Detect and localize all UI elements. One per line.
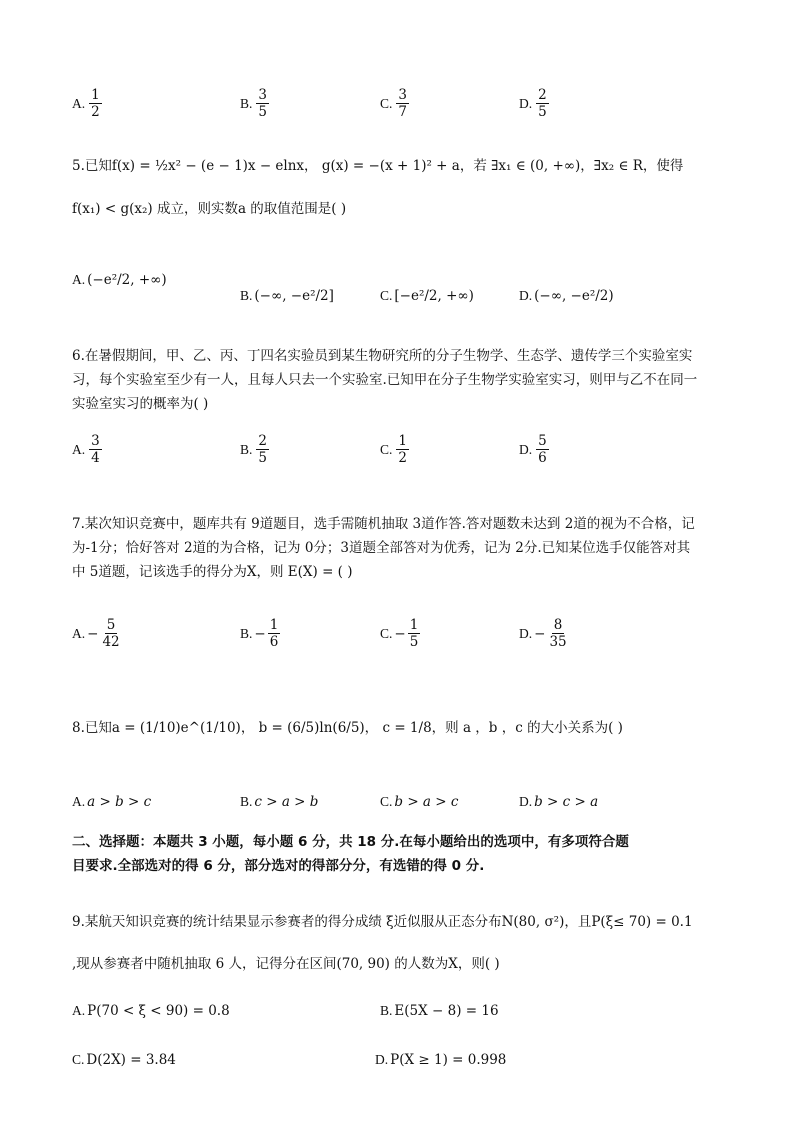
q6-option-a[interactable] xyxy=(72,434,104,465)
option-label: A. xyxy=(72,95,86,111)
minus-sign: − xyxy=(87,625,99,642)
fraction xyxy=(256,434,269,465)
denominator: 4 xyxy=(91,450,100,467)
numerator: 8 xyxy=(553,617,563,633)
option-label: A. xyxy=(72,794,86,809)
q9-option-a[interactable] xyxy=(72,1003,230,1019)
denominator: 5 xyxy=(538,104,547,121)
option-label: A. xyxy=(72,272,86,287)
minus-sign: − xyxy=(534,625,546,642)
fraction xyxy=(536,88,549,119)
numerator: 5 xyxy=(106,617,116,633)
q9-option-b[interactable] xyxy=(380,1003,499,1019)
option-text: P(X ≥ 1) = 0.998 xyxy=(390,1052,507,1068)
q8-option-c[interactable] xyxy=(380,794,458,810)
section-heading-line: 目要求.全部选对的得 6 分，部分选对的得部分分，有选错的得 0 分. xyxy=(72,858,485,874)
numerator: 1 xyxy=(91,87,100,103)
option-text: b > a > c xyxy=(394,794,459,810)
numerator: 1 xyxy=(398,433,407,449)
numerator: 3 xyxy=(91,433,100,449)
option-label: D. xyxy=(375,1052,389,1067)
denominator: 7 xyxy=(398,104,407,121)
option-label: C. xyxy=(380,441,393,457)
q6-option-c[interactable] xyxy=(380,434,411,465)
option-label: B. xyxy=(240,288,253,303)
q6-stem-line: 6.在暑假期间，甲、乙、丙、丁四名实验员到某生物研究所的分子生物学、生态学、遗传学三个实验室实 xyxy=(72,348,693,364)
option-label: C. xyxy=(72,1052,85,1067)
numerator: 1 xyxy=(269,617,279,633)
numerator: 2 xyxy=(258,433,267,449)
q7-option-c[interactable] xyxy=(380,618,422,649)
option-label: B. xyxy=(240,625,253,641)
denominator: 6 xyxy=(538,450,547,467)
numerator: 5 xyxy=(538,433,547,449)
section-heading-line: 二、选择题：本题共 3 小题，每小题 6 分，共 18 分.在每小题给出的选项中，有多项符合题 xyxy=(72,834,629,850)
q9-stem-line-2: ,现从参赛者中随机抽取 6 人，记得分在区间(70, 90) 的人数为X，则( ) xyxy=(72,956,500,972)
option-text: c > a > b xyxy=(254,794,319,810)
q4-option-b[interactable] xyxy=(240,88,271,119)
q7-stem xyxy=(72,512,732,584)
q6-stem xyxy=(72,344,732,416)
option-label: C. xyxy=(380,794,393,809)
q7-option-a[interactable] xyxy=(72,618,124,649)
numerator: 2 xyxy=(538,87,547,103)
fraction xyxy=(100,618,121,649)
denominator: 2 xyxy=(398,450,407,467)
fraction xyxy=(396,88,409,119)
option-text: P(70 < ξ < 90) = 0.8 xyxy=(87,1003,230,1019)
option-label: B. xyxy=(380,1003,393,1018)
option-text: E(5X − 8) = 16 xyxy=(394,1003,499,1019)
fraction xyxy=(89,88,102,119)
q6-option-d[interactable] xyxy=(519,434,551,465)
q7-stem-line: 中 5道题，记该选手的得分为X，则 E(X) = ( ) xyxy=(72,564,353,580)
q5-stem-line-1: 5.已知f(x) = ½x² − (e − 1)x − elnx， g(x) = −(x + 1)² + a，若 ∃x₁ ∈ (0, +∞)，∃x₂ ∈ R，使得 xyxy=(72,158,684,174)
option-text: b > c > a xyxy=(534,794,599,810)
option-label: D. xyxy=(519,625,533,641)
option-text: (−e²/2, +∞) xyxy=(87,272,167,288)
q9-option-d[interactable] xyxy=(375,1052,506,1068)
denominator: 6 xyxy=(269,634,279,651)
q6-stem-line: 实验室实习的概率为( ) xyxy=(72,396,209,412)
option-label: C. xyxy=(380,288,393,303)
denominator: 5 xyxy=(409,634,419,651)
q8-stem: 8.已知a = (1/10)e^(1/10)， b = (6/5)ln(6/5)， c = 1/8，则 a ，b ，c 的大小关系为( ) xyxy=(72,720,623,736)
option-label: B. xyxy=(240,441,253,457)
option-text: a > b > c xyxy=(87,794,152,810)
numerator: 1 xyxy=(409,617,419,633)
fraction xyxy=(256,88,269,119)
q7-option-d[interactable] xyxy=(519,618,571,649)
option-label: D. xyxy=(519,441,533,457)
denominator: 5 xyxy=(258,104,267,121)
option-label: A. xyxy=(72,625,86,641)
option-label: A. xyxy=(72,441,86,457)
denominator: 42 xyxy=(102,634,120,651)
q7-stem-line: 为-1分；恰好答对 2道的为合格，记为 0分；3道题全部答对为优秀，记为 2分.已知某位选手仅能答对其 xyxy=(72,540,691,556)
fraction xyxy=(89,434,102,465)
option-label: C. xyxy=(380,95,393,111)
q8-option-a[interactable] xyxy=(72,794,151,810)
q5-option-d[interactable] xyxy=(519,288,614,304)
option-text: [−e²/2, +∞) xyxy=(394,288,474,304)
q5-option-c[interactable] xyxy=(380,288,474,304)
option-label: A. xyxy=(72,1003,86,1018)
numerator: 3 xyxy=(398,87,407,103)
option-label: D. xyxy=(519,794,533,809)
q5-stem-line-2: f(x₁) < g(x₂) 成立，则实数a 的取值范围是( ) xyxy=(72,201,347,217)
section-2-heading xyxy=(72,830,732,878)
q7-option-b[interactable] xyxy=(240,618,282,649)
q4-option-d[interactable] xyxy=(519,88,551,119)
q5-option-a[interactable] xyxy=(72,272,167,288)
q6-stem-line: 习，每个实验室至少有一人，且每人只去一个实验室.已知甲在分子生物学实验室实习，则甲与乙不在同一 xyxy=(72,372,698,388)
fraction xyxy=(536,434,549,465)
q9-stem-line-1: 9.某航天知识竞赛的统计结果显示参赛者的得分成绩 ξ近似服从正态分布N(80, σ²)，且P(ξ≤ 70) = 0.1 xyxy=(72,914,693,930)
option-text: D(2X) = 3.84 xyxy=(86,1052,176,1068)
option-text: (−∞, −e²/2] xyxy=(254,288,334,304)
q5-option-b[interactable] xyxy=(240,288,334,304)
q4-option-a[interactable] xyxy=(72,88,104,119)
q4-option-c[interactable] xyxy=(380,88,411,119)
q6-option-b[interactable] xyxy=(240,434,271,465)
minus-sign: − xyxy=(254,625,266,642)
fraction xyxy=(547,618,568,649)
option-label: B. xyxy=(240,794,253,809)
q7-stem-line: 7.某次知识竞赛中，题库共有 9道题目，选手需随机抽取 3道作答.答对题数未达到 2道的视为不合格，记 xyxy=(72,516,695,532)
fraction xyxy=(268,618,281,649)
option-text: (−∞, −e²/2) xyxy=(534,288,614,304)
option-label: D. xyxy=(519,95,533,111)
option-label: C. xyxy=(380,625,393,641)
numerator: 3 xyxy=(258,87,267,103)
q8-option-b[interactable] xyxy=(240,794,318,810)
fraction xyxy=(396,434,409,465)
option-label: B. xyxy=(240,95,253,111)
q9-option-c[interactable] xyxy=(72,1052,176,1068)
minus-sign: − xyxy=(394,625,406,642)
option-label: D. xyxy=(519,288,533,303)
denominator: 2 xyxy=(91,104,100,121)
fraction xyxy=(408,618,421,649)
denominator: 5 xyxy=(258,450,267,467)
denominator: 35 xyxy=(549,634,567,651)
q8-option-d[interactable] xyxy=(519,794,598,810)
